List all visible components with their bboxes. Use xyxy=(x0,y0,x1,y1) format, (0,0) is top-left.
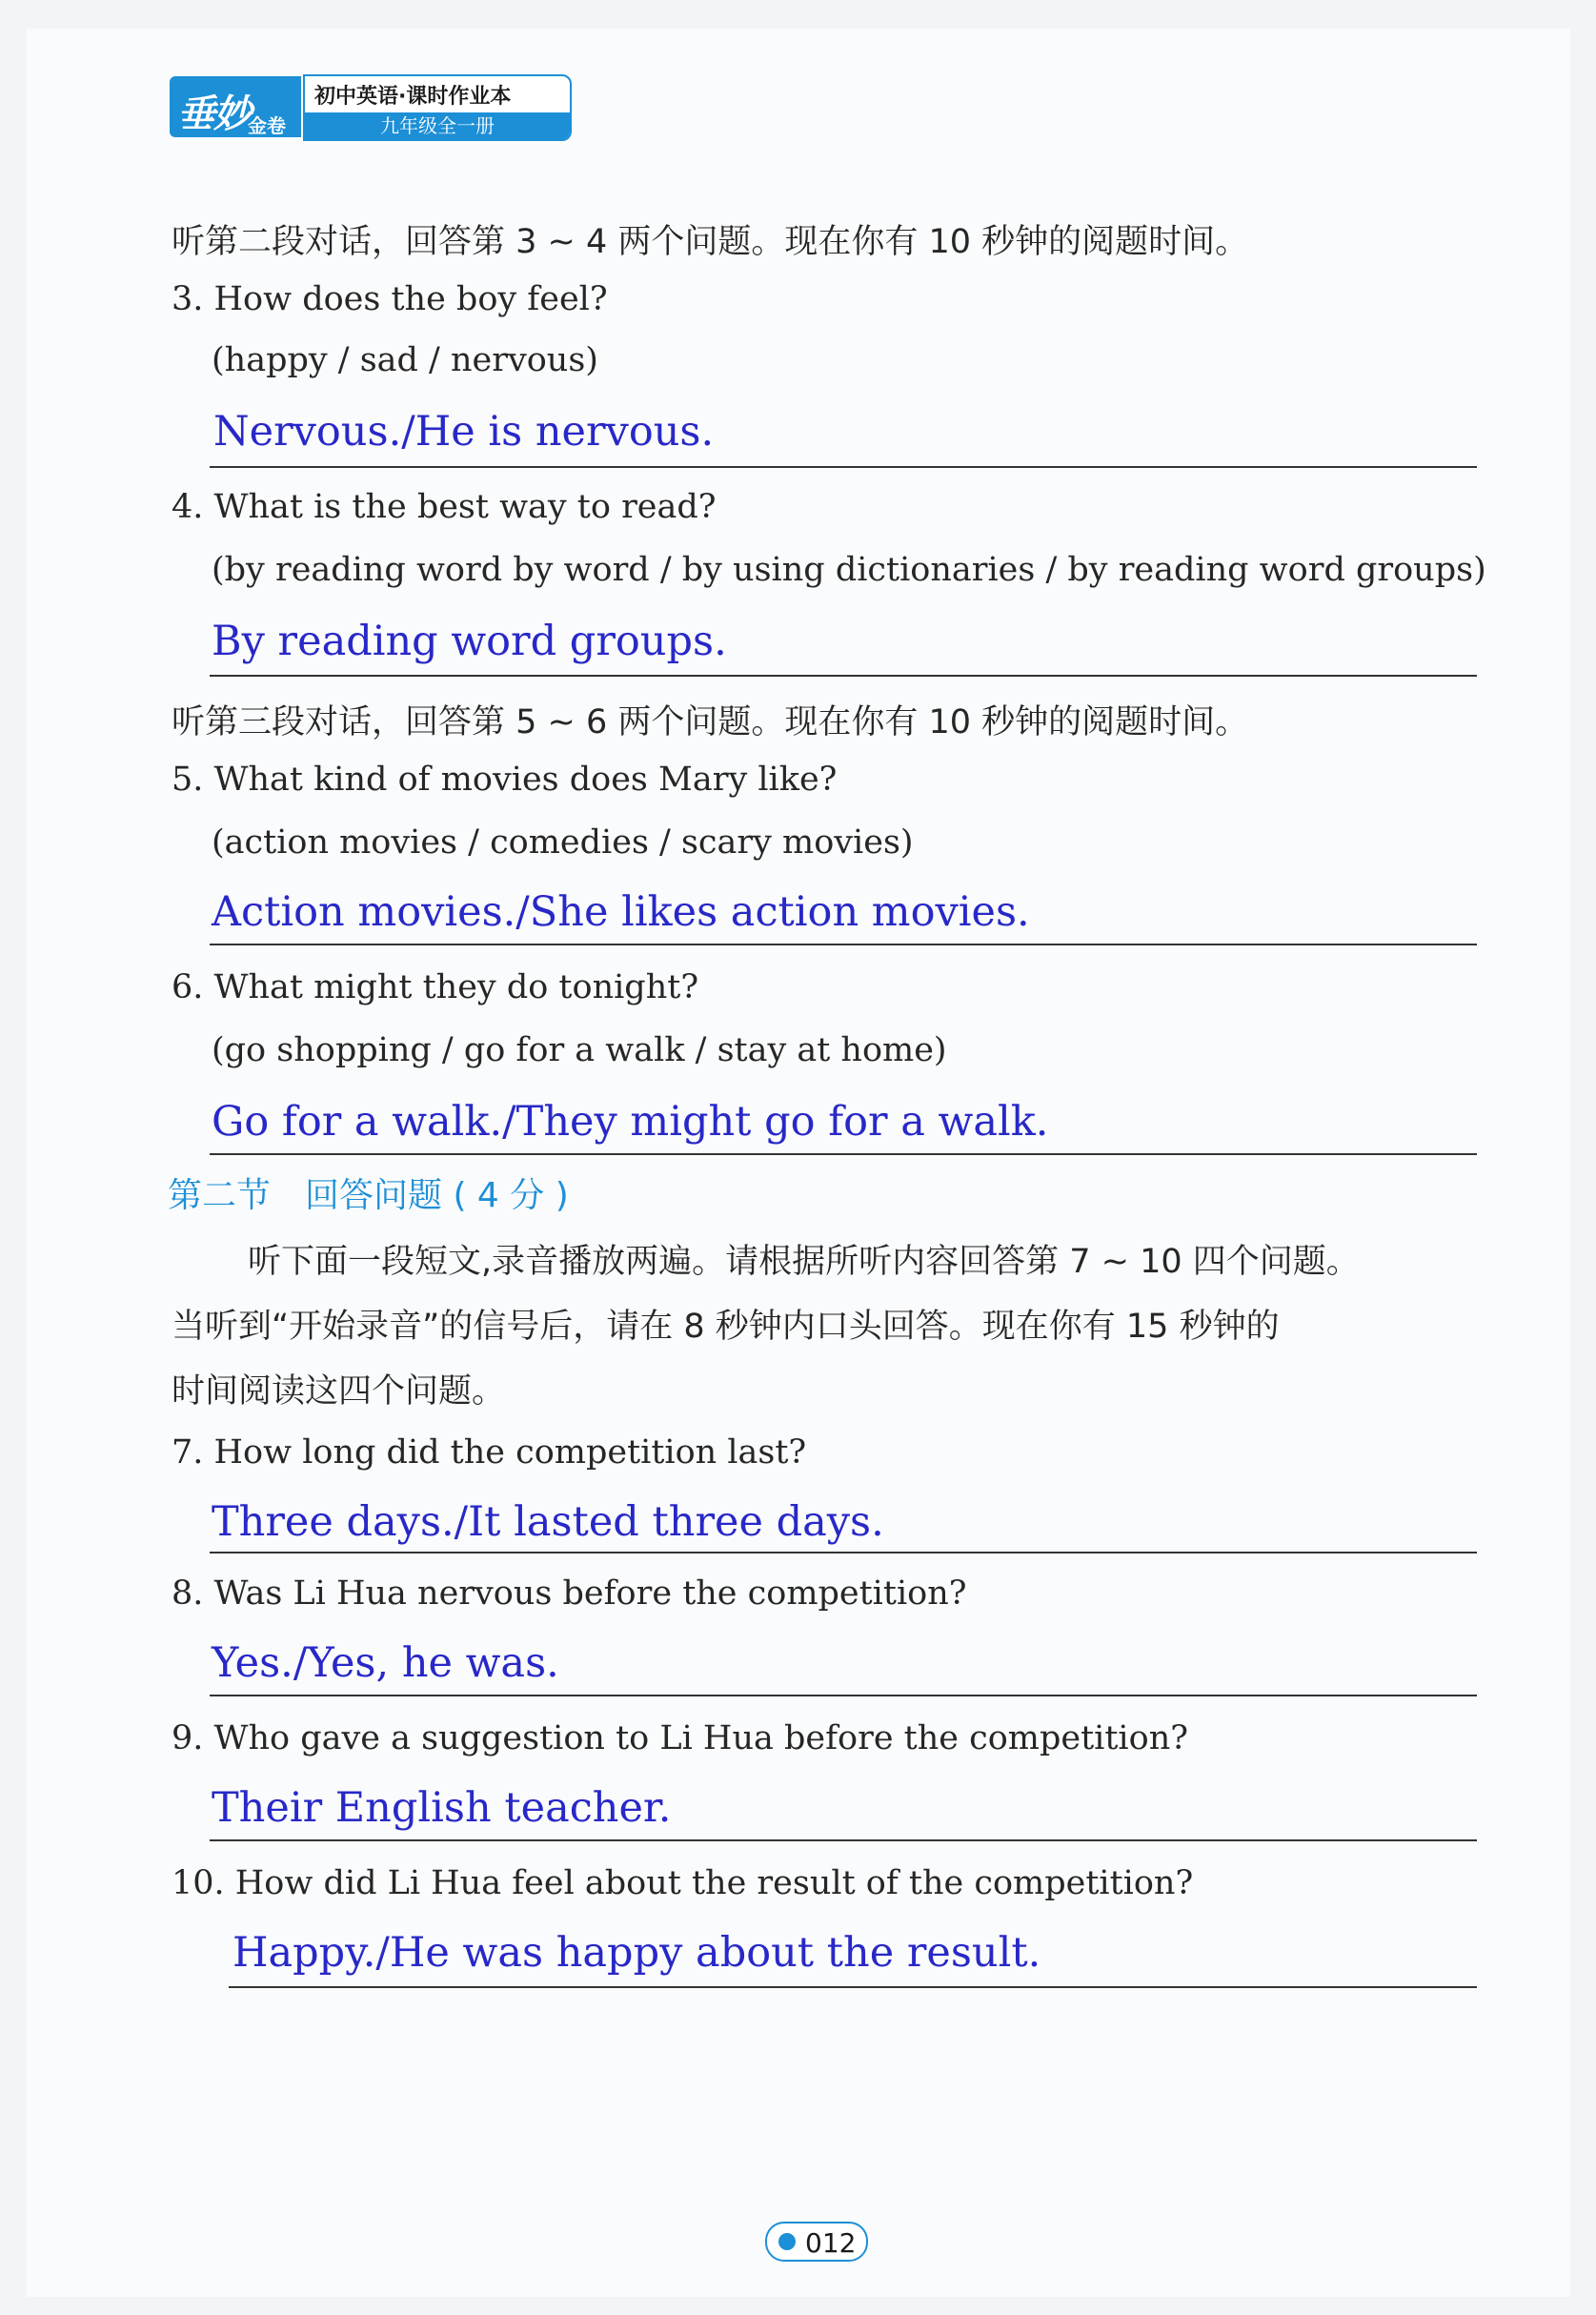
question-6-options: (go shopping / go for a walk / stay at home) xyxy=(212,1031,947,1069)
answer-line xyxy=(210,1839,1477,1841)
answer-7: Three days./It lasted three days. xyxy=(212,1498,884,1546)
book-title-box xyxy=(303,74,572,141)
answer-line xyxy=(210,1695,1477,1696)
brand-logo xyxy=(170,76,301,137)
question-7: 7. How long did the competition last? xyxy=(172,1433,807,1472)
question-10: 10. How did Li Hua feel about the result of the competition? xyxy=(172,1864,1194,1902)
book-title: 初中英语·课时作业本 xyxy=(314,85,512,109)
question-9: 9. Who gave a suggestion to Li Hua before the competition? xyxy=(172,1719,1189,1757)
book-header xyxy=(170,74,579,141)
question-8: 8. Was Li Hua nervous before the competition? xyxy=(172,1574,967,1613)
book-subtitle: 九年级全一册 xyxy=(305,112,570,139)
answer-9: Their English teacher. xyxy=(212,1784,672,1832)
bullet-icon xyxy=(778,2233,796,2250)
page-number: 012 xyxy=(805,2227,857,2259)
answer-5: Action movies./She likes action movies. xyxy=(212,888,1030,936)
section-heading-2: 第二节 回答问题 ( 4 分 ) xyxy=(168,1176,569,1215)
question-5: 5. What kind of movies does Mary like? xyxy=(172,761,838,799)
answer-line xyxy=(229,1986,1477,1988)
page-number-badge xyxy=(765,2222,868,2262)
brand-name: 垂妙 xyxy=(177,92,250,136)
answer-line xyxy=(210,944,1477,945)
question-5-options: (action movies / comedies / scary movies) xyxy=(212,823,914,862)
instruction-line-3: 时间阅读这四个问题。 xyxy=(172,1372,506,1411)
section-intro-2: 听第二段对话，回答第 3 ~ 4 两个问题。现在你有 10 秒钟的阅题时间。 xyxy=(172,223,1249,261)
answer-3: Nervous./He is nervous. xyxy=(213,408,715,456)
question-3-options: (happy / sad / nervous) xyxy=(212,341,598,379)
answer-line xyxy=(210,1552,1477,1553)
answer-4: By reading word groups. xyxy=(212,618,727,665)
question-4: 4. What is the best way to read? xyxy=(172,488,717,526)
question-4-options: (by reading word by word / by using dictionaries / by reading word groups) xyxy=(212,551,1486,589)
answer-line xyxy=(210,675,1477,677)
question-6: 6. What might they do tonight? xyxy=(172,968,699,1006)
answer-6: Go for a walk./They might go for a walk. xyxy=(212,1098,1049,1146)
instruction-line-2: 当听到“开始录音”的信号后，请在 8 秒钟内口头回答。现在你有 15 秒钟的 xyxy=(172,1308,1280,1346)
brand-sub: 金卷 xyxy=(248,114,286,137)
answer-10: Happy./He was happy about the result. xyxy=(232,1929,1041,1977)
question-3: 3. How does the boy feel? xyxy=(172,280,608,318)
instruction-line-1: 听下面一段短文,录音播放两遍。请根据所听内容回答第 7 ~ 10 四个问题。 xyxy=(248,1243,1360,1281)
answer-line xyxy=(210,466,1477,468)
answer-line xyxy=(210,1153,1477,1155)
answer-8: Yes./Yes, he was. xyxy=(212,1639,559,1687)
section-intro-3: 听第三段对话，回答第 5 ~ 6 两个问题。现在你有 10 秒钟的阅题时间。 xyxy=(172,703,1249,741)
